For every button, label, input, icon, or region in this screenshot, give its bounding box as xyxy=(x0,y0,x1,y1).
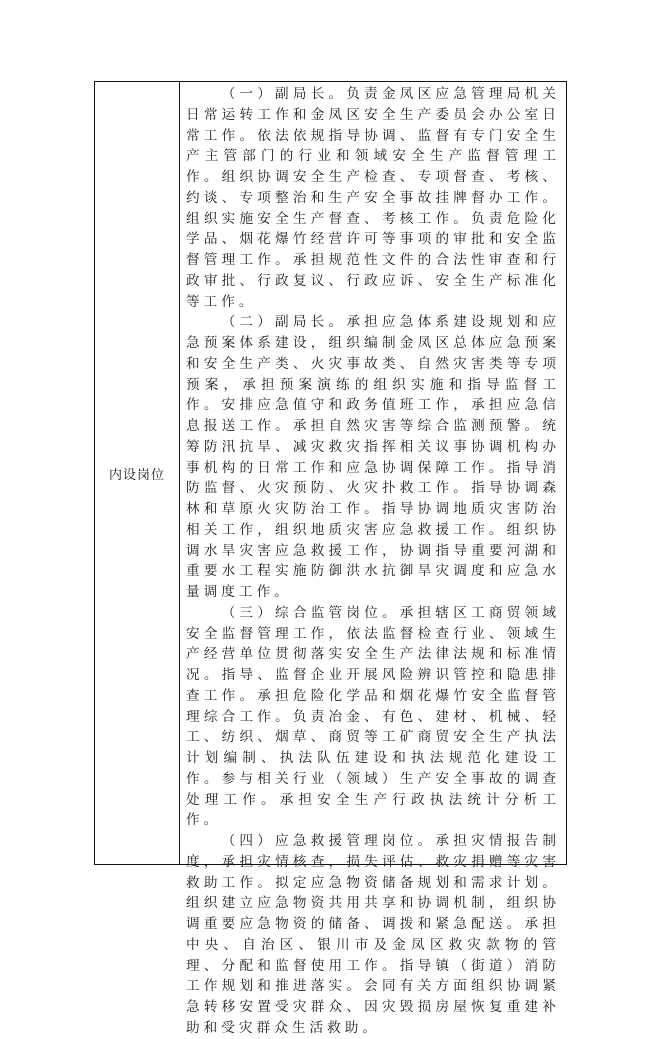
row-label-cell xyxy=(95,82,180,864)
duty-paragraph-supervision-post: （三）综合监管岗位。承担辖区工商贸领域安全监督管理工作，依法监督检查行业、领域生产经营单位贯彻落实安全生产法律法规和标准情况。指导、监督企业开展风险辨识管控和隐患排查工作。承担危险化学品和烟花爆竹安全监督管理综合工作。负责冶金、有色、建材、机械、轻工、纺织、烟草、商贸等工矿商贸安全生产执法计划编制、执法队伍建设和执法规范化建设工作。参与相关行业（领域）生产安全事故的调查处理工作。承担安全生产行政执法统计分析工作。 xyxy=(186,604,560,829)
row-label: 内设岗位 xyxy=(108,467,165,483)
duty-paragraph-rescue-post: （四）应急救援管理岗位。承担灾情报告制度，承担灾情核查，损失评估、救灾捐赠等灾害救助工作。拟定应急物资储备规划和需求计划。组织建立应急物资共用共享和协调机制，组织协调重要应急物资的储备、调拨和紧急配送。承担中央、自治区、银川市及金凤区救灾款物的管理、分配和监督使用工作。指导镇（街道）消防工作规划和推进落实。会同有关方面组织协调紧急转移安置受灾群众、因灾毁损房屋恢复重建补助和受灾群众生活救助。 xyxy=(186,833,560,1036)
duty-paragraph-deputy-director-1: （一）副局长。负责金凤区应急管理局机关日常运转工作和金凤区安全生产委员会办公室日常工作。依法依规指导协调、监督有专门安全生产主管部门的行业和领域安全生产监督管理工作。组织协调安全生产检查、专项督查、考核、约谈、专项整治和生产安全事故挂牌督办工作。组织实施安全生产督查、考核工作。负责危险化学品、烟花爆竹经营许可等事项的审批和安全监督管理工作。承担规范性文件的合法性审查和行政审批、行政复议、行政应诉、安全生产标准化等工作。 xyxy=(186,86,560,310)
duty-paragraph-deputy-director-2: （二）副局长。承担应急体系建设规划和应急预案体系建设，组织编制金凤区总体应急预案和安全生产类、火灾事故类、自然灾害类等专项预案，承担预案演练的组织实施和指导监督工作。安排应急值守和政务值班工作，承担应急信息报送工作。承担自然灾害等综合监测预警。统筹防汛抗旱、减灾救灾指挥相关议事协调机构办事机构的日常工作和应急协调保障工作。指导消防监督、火灾预防、火灾扑救工作。指导协调森林和草原火灾防治工作。指导协调地质灾害防治相关工作，组织地质灾害应急救援工作。组织协调水旱灾害应急救援工作，协调指导重要河湖和重要水工程实施防御洪水抗御旱灾调度和应急水量调度工作。 xyxy=(186,314,560,600)
duties-content-cell xyxy=(180,82,566,1036)
duty-table xyxy=(94,81,567,1036)
